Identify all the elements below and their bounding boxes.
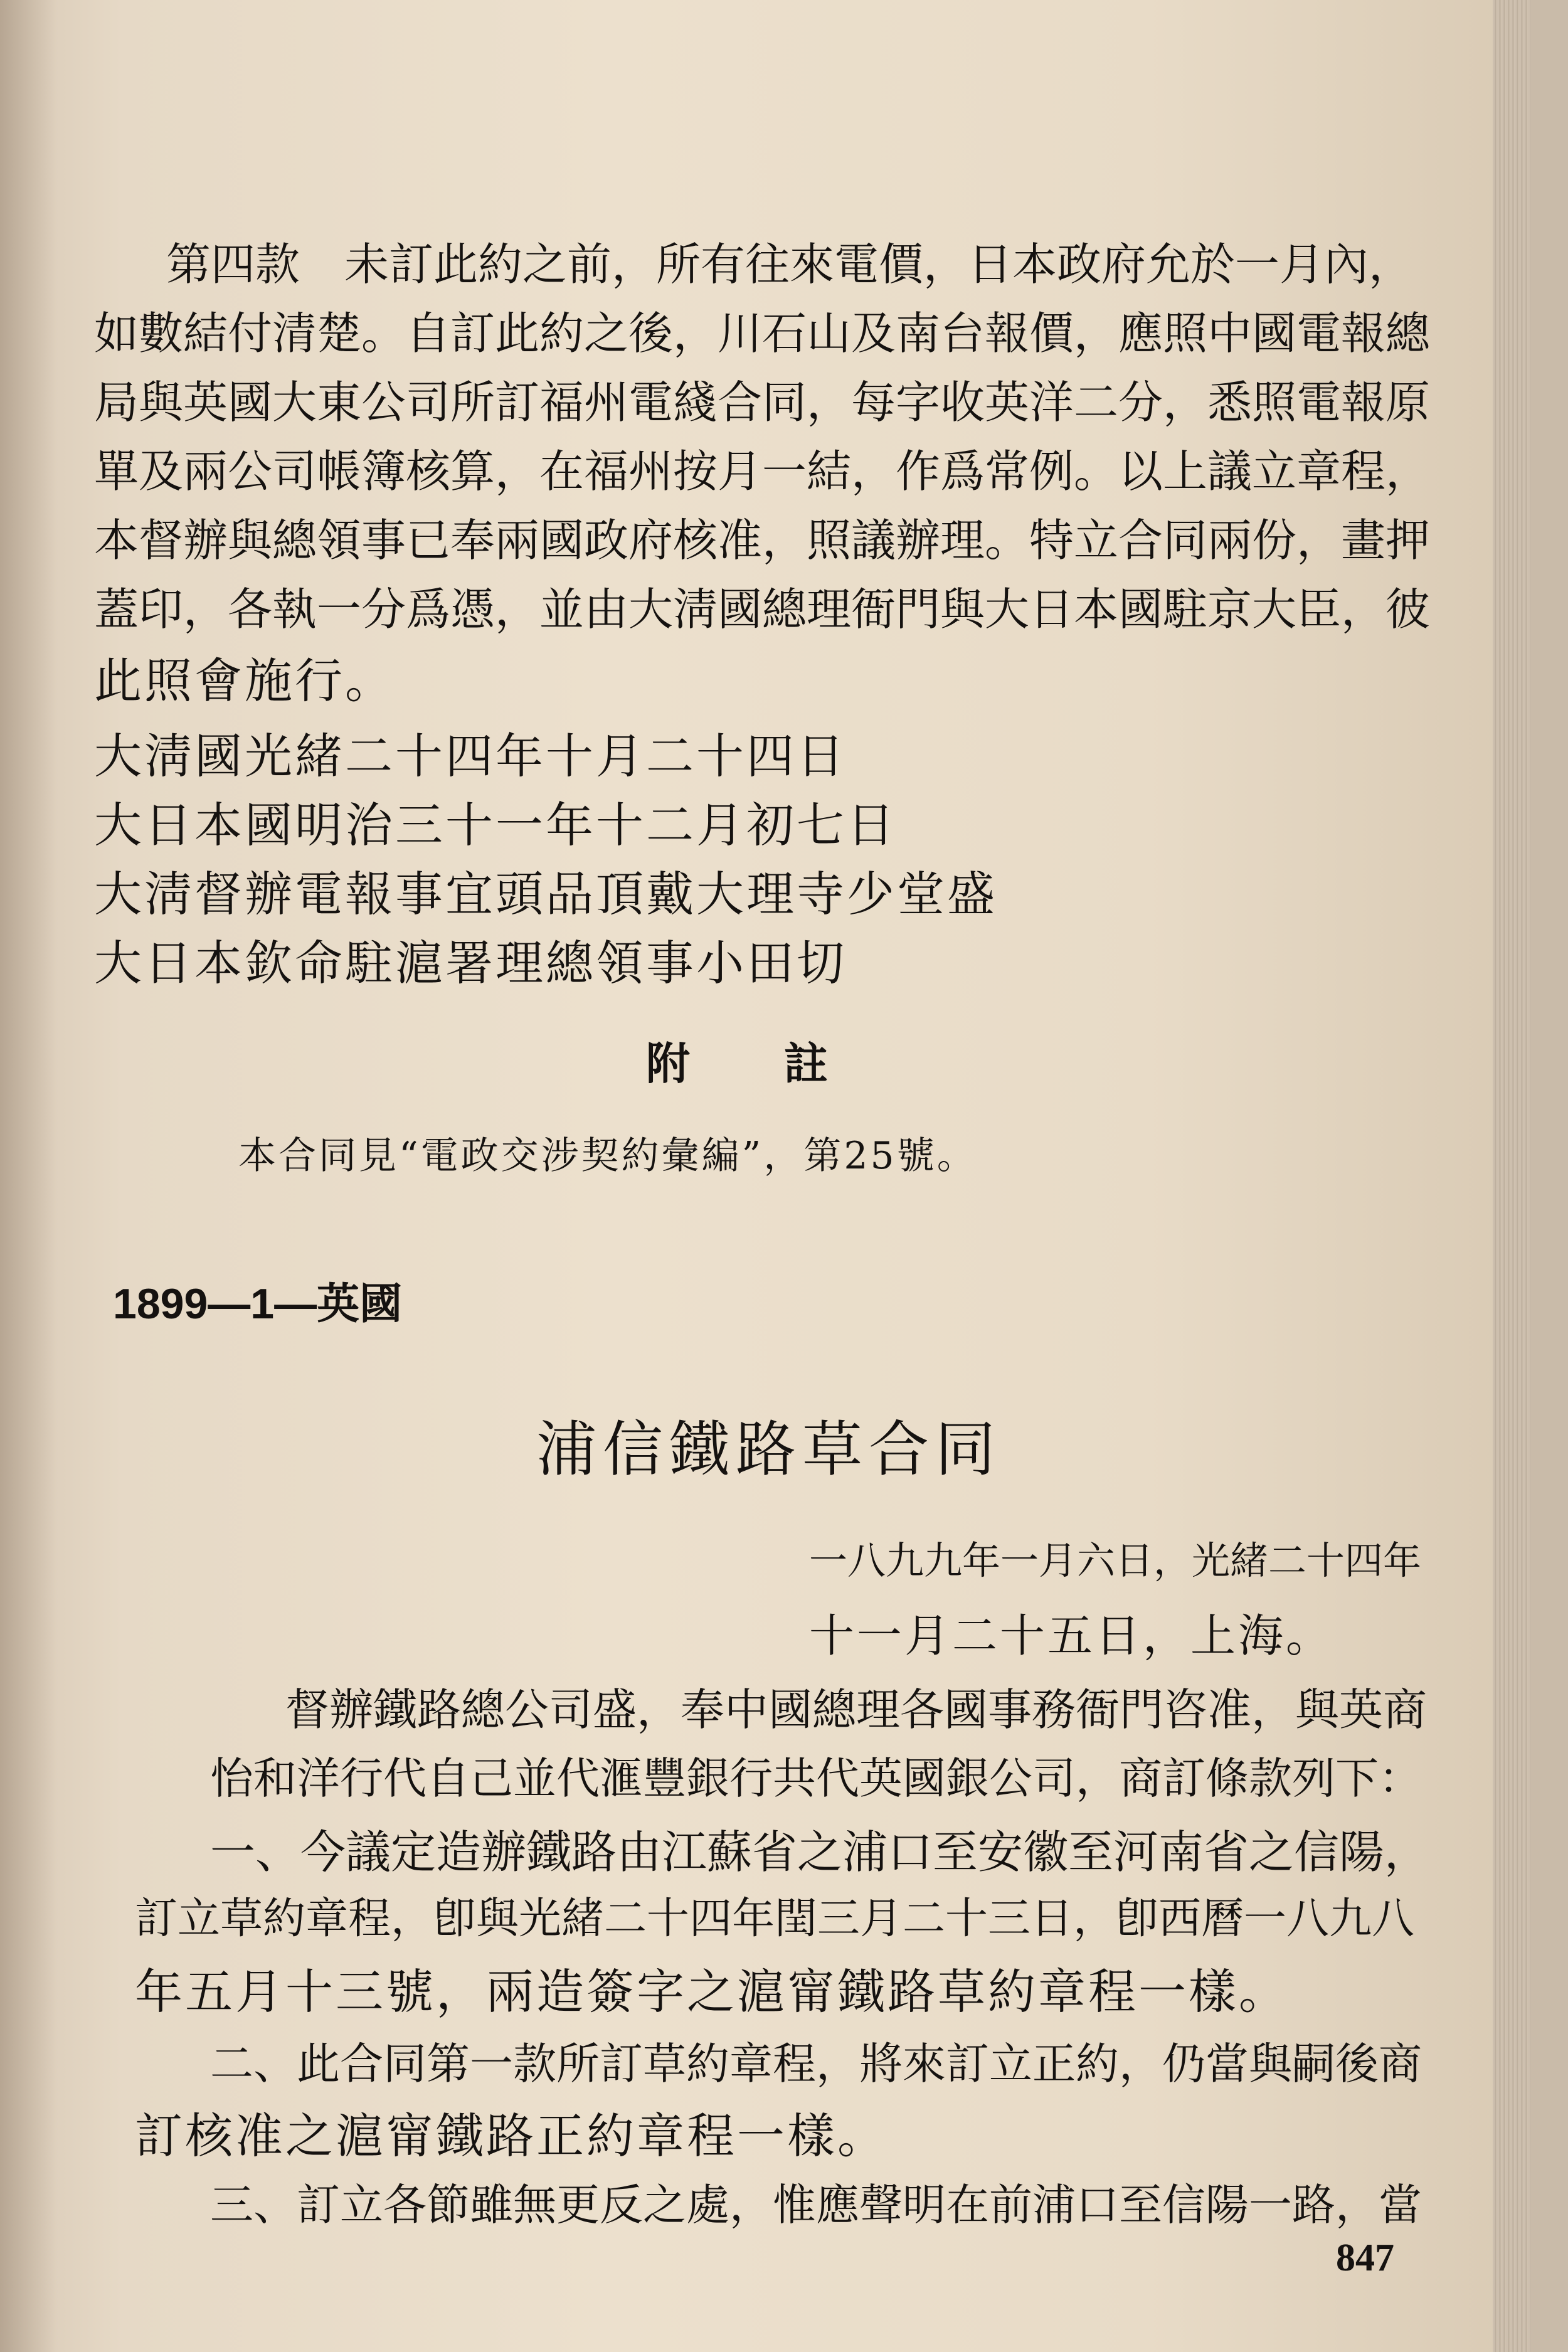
- signature-japan-official: 大日本欽命駐滬署理總領事小田切: [94, 935, 847, 991]
- signature-qing-official: 大淸督辦電報事宜頭品頂戴大理寺少堂盛: [94, 866, 997, 922]
- clause-2-line-1: 二、此合同第一款所訂草約章程，將來訂立正約，仍當與嗣後商: [210, 2039, 1422, 2089]
- article4-line-1: 第四款 未訂此約之前，所有往來電價，日本政府允於一月內，: [166, 238, 1414, 290]
- clause-2-line-2: 訂核准之滬甯鐵路正約章程一樣。: [135, 2108, 887, 2164]
- preamble-line-2: 怡和洋行代自己並代滙豐銀行共代英國銀公司，商訂條款列下：: [210, 1754, 1422, 1804]
- clause-1-line-2: 訂立草約章程，卽與光緒二十四年閏三月二十三日，卽西曆一八九八: [135, 1894, 1415, 1944]
- clause-3-line-1: 三、訂立各節雖無更反之處，惟應聲明在前浦口至信陽一路，當: [210, 2180, 1422, 2230]
- page-number: 847: [1336, 2237, 1394, 2279]
- document-title: 浦信鐵路草合同: [536, 1414, 1002, 1485]
- date-line-2: 十一月二十五日，上海。: [809, 1609, 1334, 1662]
- article4-line-5: 本督辦與總領事已奉兩國政府核准，照議辦理。特立合同兩份，畫押: [94, 514, 1431, 566]
- section-reference: 1899—1—英國: [113, 1280, 403, 1328]
- gutter-shadow: [0, 0, 56, 2352]
- date-line-1: 一八九九年一月六日，光緒二十四年: [809, 1539, 1422, 1583]
- notes-heading: 附註: [646, 1037, 922, 1089]
- article4-line-7: 此照會施行。: [94, 653, 395, 709]
- page-edge: [1493, 0, 1530, 2352]
- clause-1-line-1: 一、今議定造辦鐵路由江蘇省之浦口至安徽至河南省之信陽，: [210, 1826, 1430, 1878]
- notes-text: 本合同見“電政交涉契約彙編”，第25號。: [238, 1134, 977, 1178]
- signature-date-qing: 大淸國光緒二十四年十月二十四日: [94, 728, 847, 784]
- article4-line-3: 局與英國大東公司所訂福州電綫合同，每字收英洋二分，悉照電報原: [94, 376, 1431, 428]
- signature-date-japan: 大日本國明治三十一年十二月初七日: [94, 797, 897, 853]
- preamble-line-1: 督辦鐵路總公司盛，奉中國總理各國事務衙門咨准，與英商: [285, 1684, 1427, 1735]
- article4-line-2: 如數結付清楚。自訂此約之後，川石山及南台報價，應照中國電報總: [94, 307, 1431, 359]
- clause-1-line-3: 年五月十三號，兩造簽字之滬甯鐵路草約章程一樣。: [135, 1964, 1289, 2020]
- article4-line-4: 單及兩公司帳簿核算，在福州按月一結，作爲常例。以上議立章程，: [94, 445, 1431, 497]
- article4-line-6: 蓋印，各執一分爲憑，並由大淸國總理衙門與大日本國駐京大臣，彼: [94, 583, 1431, 635]
